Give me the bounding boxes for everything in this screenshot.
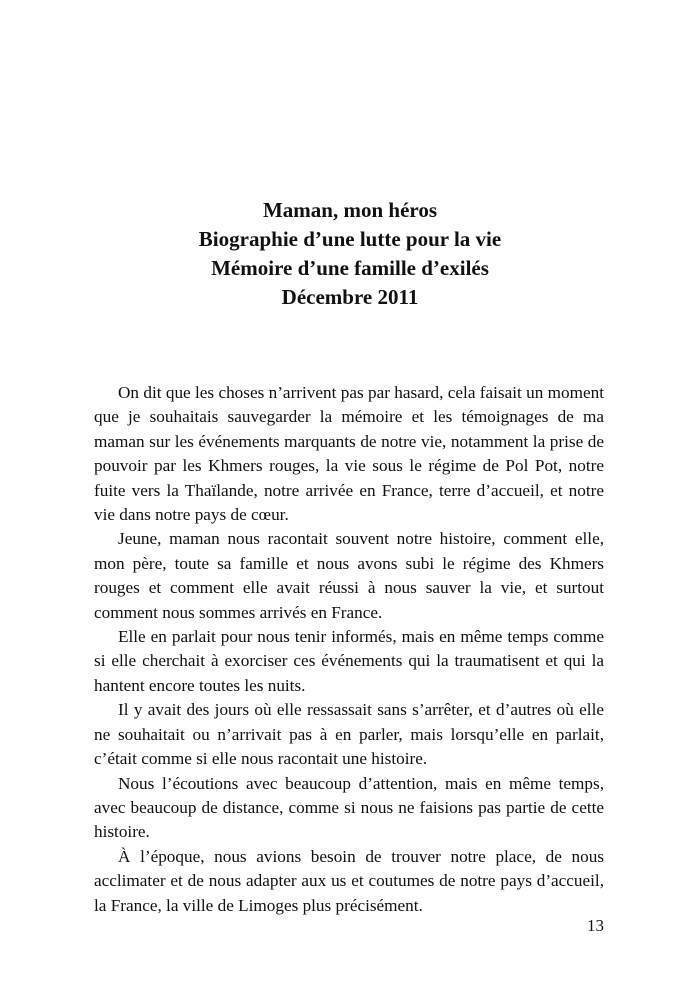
paragraph-1: On dit que les choses n’arrivent pas par hasard, cela faisait un moment que je souhaitais sauvegarder la mémoire et les témoignages de ma maman sur les événements marquants de notre vie, notamment la prise de pouvoir par les Khmers rouges, la vie sous le régime de Pol Pot, notre fuite vers la Thaïlande, notre arrivée en France, terre d’accueil, et notre vie dans notre pays de cœur. — [94, 383, 604, 525]
paragraph-6: À l’époque, nous avions besoin de trouver notre place, de nous acclimater et de nous adapter aux us et coutumes de notre pays d’accueil, la France, la ville de Limoges plus précisément. — [94, 846, 604, 915]
title-block — [0, 196, 700, 312]
book-title: Maman, mon héros — [262, 198, 438, 222]
book-date: Décembre 2011 — [281, 285, 419, 309]
body-text — [94, 381, 604, 918]
paragraph-3: Elle en parlait pour nous tenir informés, mais en même temps comme si elle cherchait à exorciser ces événements qui la traumatisent et qui la hantent encore toutes les nuits. — [94, 627, 604, 695]
book-subtitle: Biographie d’une lutte pour la vie — [198, 227, 502, 251]
paragraph-4: Il y avait des jours où elle ressassait sans s’arrêter, et d’autres où elle ne souhaitait ou n’arrivait pas à en parler, mais lorsqu’elle en parlait, c’était comme si elle nous racontait une histoire. — [94, 700, 604, 769]
paragraph-2: Jeune, maman nous racontait souvent notre histoire, comment elle, mon père, toute sa famille et nous avons subi le régime des Khmers rouges et comment elle avait réussi à nous sauver la vie, et surtout comment nous sommes arrivés en France. — [94, 529, 604, 622]
paragraph-5: Nous l’écoutions avec beaucoup d’attention, mais en même temps, avec beaucoup de distance, comme si nous ne faisions pas partie de cette histoire. — [94, 773, 604, 842]
page-number: 13 — [587, 916, 604, 935]
book-subtitle-secondary: Mémoire d’une famille d’exilés — [211, 256, 489, 280]
